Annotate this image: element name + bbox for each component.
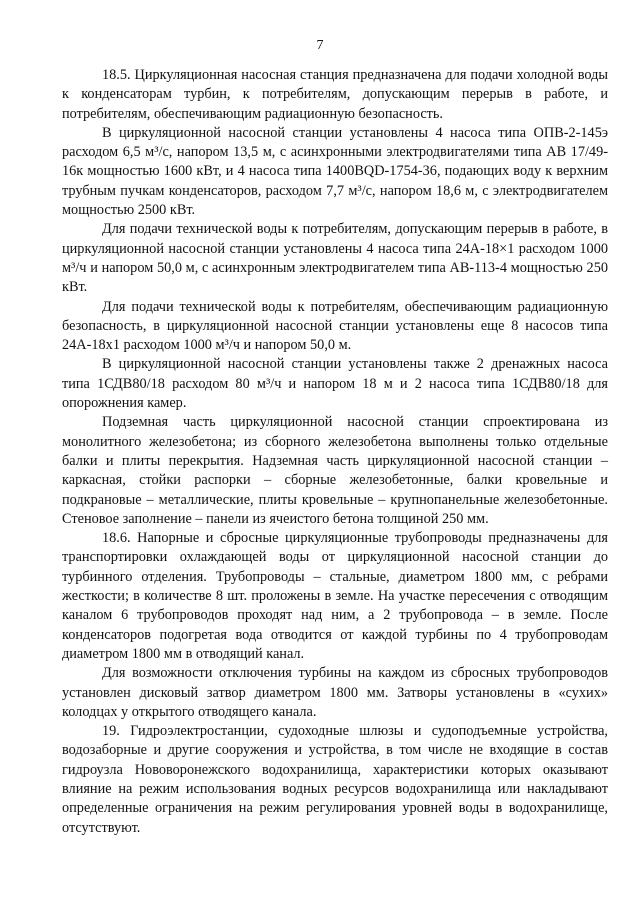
paragraph-pumps-ovp: В циркуляционной насосной станции установлены 4 насоса типа ОПВ-2-145э расходом 6,5 м³/с, напором 13,5 м, с асинхронными электродвигателями типа АВ 17/49-16к мощностью 1600 кВт, и 4 насоса типа 1400BQD-1754-36, подающих воду к верхним трубным пучкам конденсаторов, расходом 7,7 м³/с, напором 18,6 м, с электродвигателем мощностью 2500 кВт.: [62, 124, 608, 219]
page-number: 7: [316, 38, 324, 53]
document-body: [62, 66, 608, 838]
paragraph-construction: Подземная часть циркуляционной насосной станции спроектирована из монолитного железобетона; из сборного железобетона выполнены только отдельные балки и плиты перекрытия. Надземная часть циркуляционной насосной станции – каркасная, стойки распорки – сборные железобетонные, балки кровельные и подкрановые – металлические, плиты кровельные – крупнопанельные железобетонные. Стеновое заполнение – панели из ячеистого бетона толщиной 250 мм.: [62, 414, 608, 527]
paragraph-19: 19. Гидроэлектростанции, судоходные шлюзы и судоподъемные устройства, водозаборные и другие сооружения и устройства, в том числе не входящие в состав гидроузла Нововоронежского водохранилища, характеристики которых оказывают влияние на режим использования водных ресурсов водохранилища или накладывают определенные ограничения на режим регулирования уровней воды в водохранилище, отсутствуют.: [62, 723, 608, 836]
paragraph-18-6: 18.6. Напорные и сбросные циркуляционные трубопроводы предназначены для транспортировки охлаждающей воды от циркуляционной насосной станции до турбинного отделения. Трубопроводы – стальные, диаметром 1800 мм, с ребрами жесткости; в количестве 8 шт. проложены в земле. На участке пересечения с отводящим каналом 6 трубопроводов проходят над ним, а 2 трубопровода – в земле. После конденсаторов подогретая вода отводится от каждой турбины по 4 трубопроводам диаметром 1800 мм в отводящий канал.: [62, 530, 608, 662]
paragraph-technical-water: Для подачи технической воды к потребителям, допускающим перерыв в работе, в циркуляционной насосной станции установлены 4 насоса типа 24А-18×1 расходом 1000 м³/ч и напором 50,0 м, с асинхронным электродвигателем типа АВ-113-4 мощностью 250 кВт.: [62, 221, 608, 296]
paragraph-drainage-pumps: В циркуляционной насосной станции установлены также 2 дренажных насоса типа 1СДВ80/18 расходом 80 м³/ч и напором 18 м и 2 насоса типа 1СДВ80/18 для опорожнения камер.: [62, 356, 608, 412]
paragraph-disc-valves: Для возможности отключения турбины на каждом из сбросных трубопроводов установлен дисковый затвор диаметром 1800 мм. Затворы установлены в «сухих» колодцах у открытого отводящего канала.: [62, 665, 608, 720]
paragraph-18-5: 18.5. Циркуляционная насосная станция предназначена для подачи холодной воды к конденсаторам турбин, к потребителям, допускающим перерыв в работе, и потребителям, обеспечивающим радиационную безопасность.: [62, 67, 608, 122]
paragraph-radiation-safety: Для подачи технической воды к потребителям, обеспечивающим радиационную безопасность, в циркуляционной насосной станции установлены еще 8 насосов типа 24А-18х1 расходом 1000 м³/ч и напором 50,0 м.: [62, 298, 608, 354]
